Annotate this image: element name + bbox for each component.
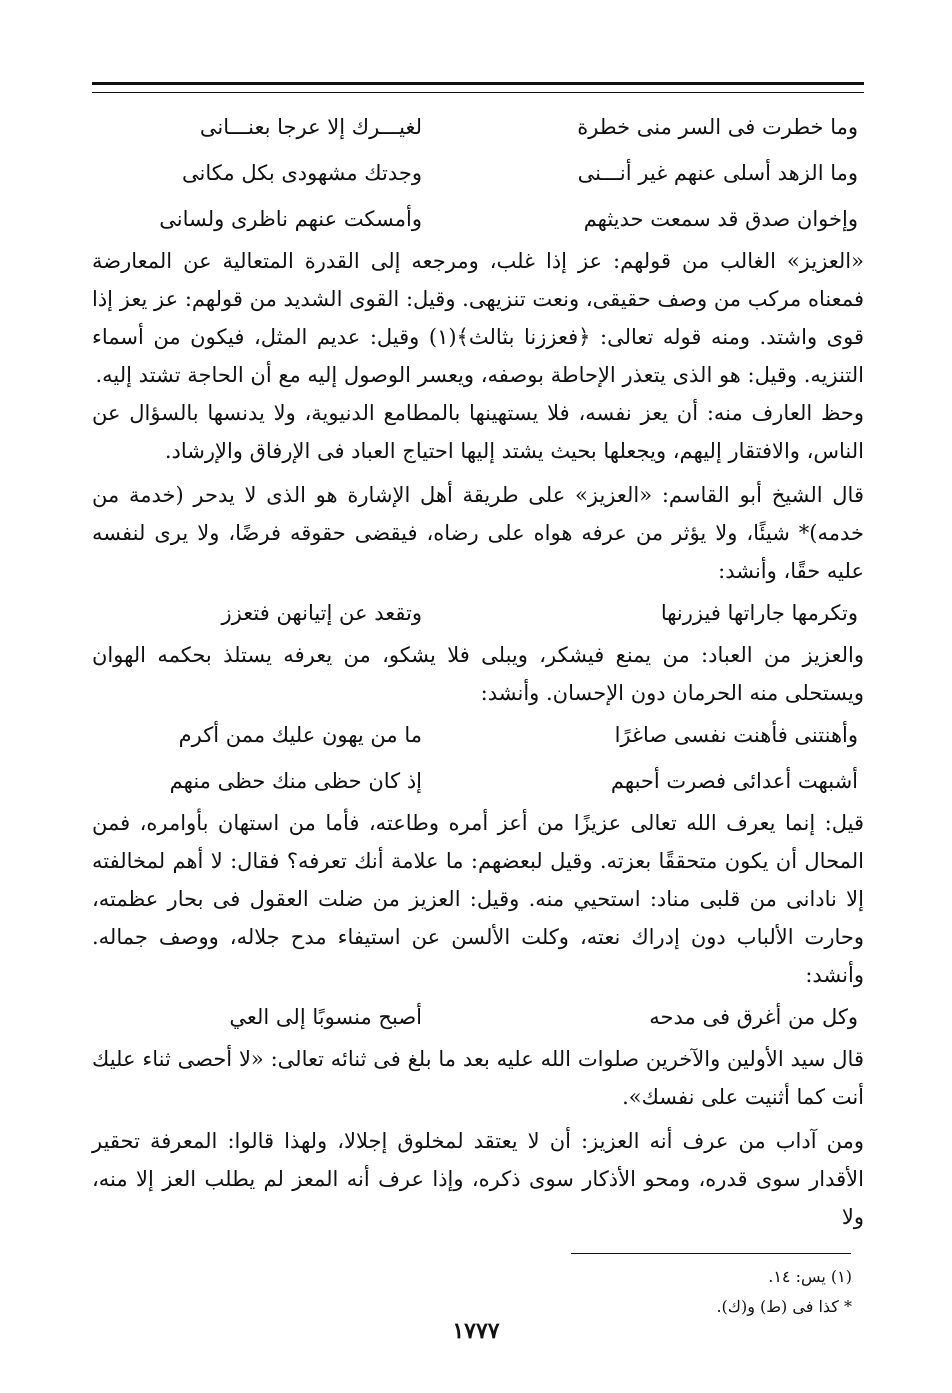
footnote-1: (١) يس: ١٤. <box>768 1267 852 1286</box>
verse-hemistich-first: وما خطرت فى السر منى خطرة <box>577 115 858 139</box>
verse-hemistich-second: وتقعد عن إتيانهن فتعزز <box>221 601 422 625</box>
verse-hemistich-second: ما من يهون عليك ممن أكرم <box>178 723 422 747</box>
paragraph-knowing-aziz: قيل: إنما يعرف الله تعالى عزيزًا من أعز أمره وطاعته، فأما من استهان بأوامره، فمن المحال أن يكون متحققًا بعزته. وقيل لبعضهم: ما علامة أنك تعرفه؟ فقال: لا أهم لمخالفته إلا نادانى من قلبى مناد: استحيي منه. وقيل: العزيز من ضلت العقول فى بحار عظمته، وحارت الألباب دون إدراك نعته، وكلت الألسن عن استيفاء مدح جلاله، ووصف جماله. وأنشد: <box>92 811 864 987</box>
paragraph-aziz-among-servants: والعزيز من العباد: من يمنع فيشكر، ويبلى فلا يشكو، من يعرفه يستلذ بحكمه الهوان ويستحلى منه الحرمان دون الإحسان. وأنشد: <box>92 643 864 705</box>
paragraph-etiquette: ومن آداب من عرف أنه العزيز: أن لا يعتقد لمخلوق إجلالا، ولهذا قالوا: المعرفة تحقير الأقدار سوى قدره، ومحو الأذكار سوى ذكره، وإذا عرف أنه المعز لم يطلب العز إلا منه، ولا <box>92 1129 864 1229</box>
verse-hemistich-second: وجدتك مشهودى بكل مكانى <box>182 161 422 185</box>
footnote-rule <box>571 1253 851 1254</box>
verse-hemistich-first: أشبهت أعدائى فصرت أحبهم <box>610 769 858 793</box>
verse-hemistich-first: وكل من أغرق فى مدحه <box>649 1005 858 1029</box>
verse-line <box>92 150 864 196</box>
verse-line <box>92 590 864 636</box>
paragraph-arif-share: وحظ العارف منه: أن يعز نفسه، فلا يستهينها بالمطامع الدنيوية، ولا يدنسها بالسؤال عن الناس، والافتقار إليهم، ويجعلها بحيث يشتد إليها احتياج العباد فى الإرفاق والإرشاد. <box>92 401 864 463</box>
page-body <box>92 104 864 1236</box>
page-number: ١٧٧٧ <box>452 1318 500 1344</box>
verse-line <box>92 994 864 1040</box>
header-rule <box>92 82 864 85</box>
verse-hemistich-first: وأهنتنى فأهنت نفسى صاغرًا <box>614 723 858 747</box>
footnotes <box>492 1262 852 1322</box>
verse-hemistich-first: وما الزهد أسلى عنهم غير أنـــنى <box>577 161 858 185</box>
verse-line <box>92 196 864 242</box>
verse-hemistich-second: لغيـــرك إلا عرجا بعنـــانى <box>199 115 422 139</box>
verse-hemistich-second: أصبح منسوبًا إلى العي <box>229 1005 422 1029</box>
paragraph-al-aziz-definition: «العزيز» الغالب من قولهم: عز إذا غلب، ومرجعه إلى القدرة المتعالية عن المعارضة فمعناه مركب من وصف حقيقى، ونعت تنزيهى. وقيل: القوى الشديد من قولهم: عز يعز إذا قوى واشتد. ومنه قوله تعالى: ﴿فعززنا بثالث﴾(١) وقيل: عديم المثل، فيكون من أسماء التنزيه. وقيل: هو الذى يتعذر الإحاطة بوصفه، ويعسر الوصول إليه مع أن الحاجة تشتد إليه. <box>92 249 865 387</box>
verse-line <box>92 712 864 758</box>
verse-line <box>92 104 864 150</box>
verse-hemistich-second: وأمسكت عنهم ناظرى ولسانى <box>159 207 422 231</box>
header-rule-thin <box>92 92 864 93</box>
paragraph-hadith-praise: قال سيد الأولين والآخرين صلوات الله عليه بعد ما بلغ فى ثنائه تعالى: «لا أحصى ثناء عليك أنت كما أثنيت على نفسك». <box>92 1047 864 1109</box>
verse-hemistich-first: وإخوان صدق قد سمعت حديثهم <box>583 207 858 231</box>
verse-line <box>92 758 864 804</box>
footnote-star: * كذا فى (ط) و(ك). <box>716 1297 852 1316</box>
verse-hemistich-first: وتكرمها جاراتها فيزرنها <box>660 601 858 625</box>
paragraph-abu-al-qasim: قال الشيخ أبو القاسم: «العزيز» على طريقة أهل الإشارة هو الذى لا يدحر (خدمة من خدمه)* شيئًا، ولا يؤثر من عرفه هواه على رضاه، فيقضى حقوقه فرضًا، ولا يرى لنفسه عليه حقًا، وأنشد: <box>92 483 864 583</box>
verse-hemistich-second: إذ كان حظى منك حظى منهم <box>169 769 422 793</box>
